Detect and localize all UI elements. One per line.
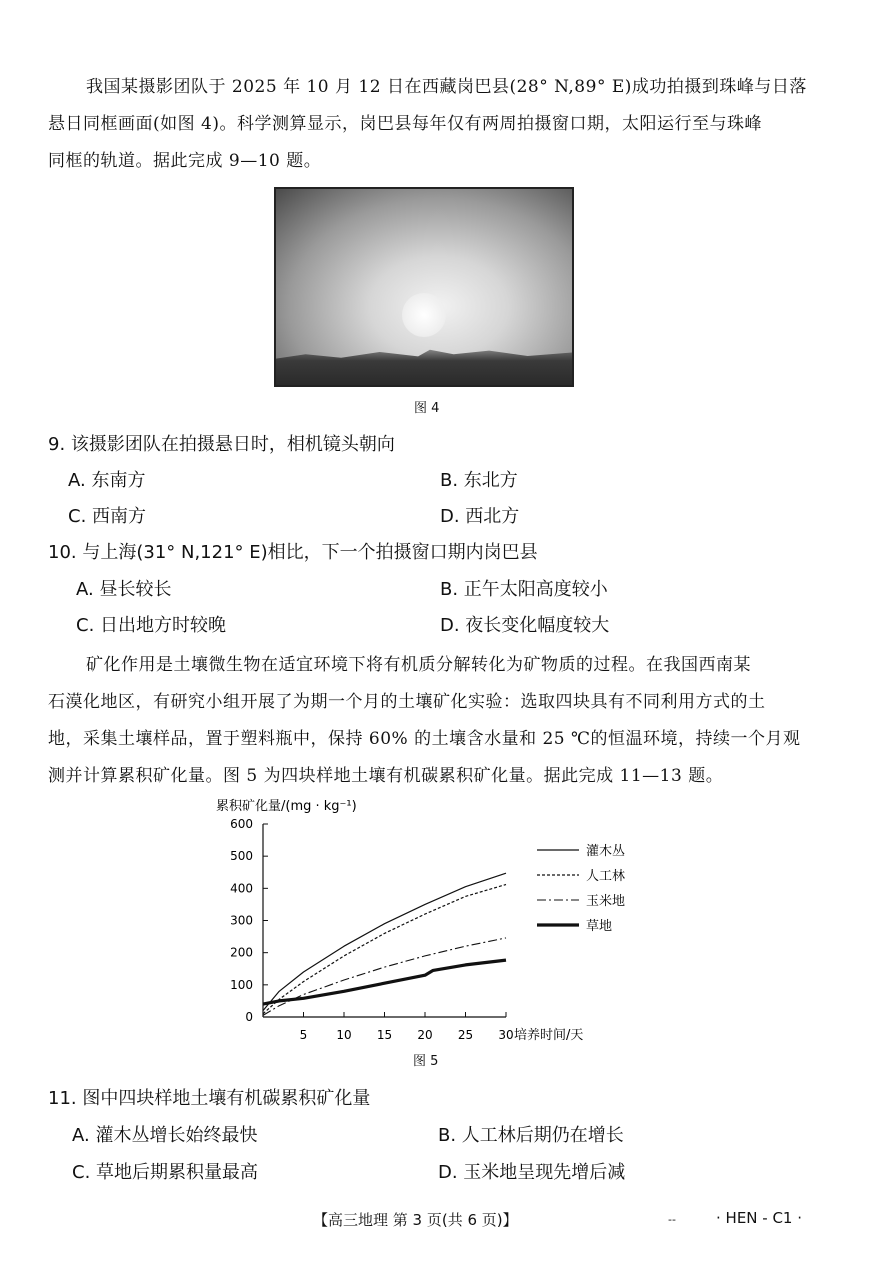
- legend-label: 草地: [586, 919, 613, 934]
- y-tick-label: 300: [230, 913, 253, 928]
- series-line-2: [263, 938, 506, 1016]
- x-tick-label: 15: [376, 1028, 393, 1042]
- passage-2: [48, 647, 828, 795]
- x-tick-label: 10: [336, 1028, 352, 1042]
- question-11-option-c[interactable]: C. 草地后期累积量最高: [72, 1162, 259, 1183]
- y-tick-label: 600: [230, 817, 253, 831]
- question-11-option-a[interactable]: A. 灌木丛增长始终最快: [72, 1125, 258, 1146]
- mountain-ridge: [276, 341, 572, 385]
- question-11-stem: 11. 图中四块样地土壤有机碳累积矿化量: [48, 1088, 371, 1109]
- footer-mark: --: [668, 1213, 676, 1226]
- figure-4-caption: 图 4: [414, 401, 440, 416]
- legend-label: 玉米地: [586, 894, 626, 909]
- legend-label: 灌木丛: [586, 844, 626, 859]
- page-footer: 【高三地理 第 3 页(共 6 页)】: [313, 1211, 518, 1229]
- chart-axes: [230, 817, 514, 1042]
- y-tick-label: 500: [230, 849, 253, 864]
- passage-line: 地，采集土壤样品，置于塑料瓶中，保持 60% 的土壤含水量和 25 ℃的恒温环境，持续一个月观: [48, 729, 801, 749]
- passage-line: 石漠化地区，有研究小组开展了为期一个月的土壤矿化实验：选取四块具有不同利用方式的土: [48, 692, 766, 712]
- series-line-1: [263, 885, 506, 1014]
- question-10-stem: 10. 与上海(31° N,121° E)相比，下一个拍摄窗口期内岗巴县: [48, 542, 538, 563]
- passage-line: 测并计算累积矿化量。图 5 为四块样地土壤有机碳累积矿化量。据此完成 11—13 题。: [48, 766, 724, 786]
- question-11-option-d[interactable]: D. 玉米地呈现先增后减: [438, 1162, 626, 1183]
- question-11-option-b[interactable]: B. 人工林后期仍在增长: [438, 1125, 624, 1146]
- y-tick-label: 400: [230, 881, 253, 896]
- x-tick-label: 20: [417, 1028, 433, 1042]
- legend-label: 人工林: [586, 869, 626, 884]
- x-tick-label: 30: [498, 1028, 514, 1042]
- passage-line: 我国某摄影团队于 2025 年 10 月 12 日在西藏岗巴县(28° N,89° E)成功拍摄到珠峰与日落: [86, 77, 807, 97]
- figure-5-caption: 图 5: [413, 1054, 439, 1069]
- passage-line: 悬日同框画面(如图 4)。科学测算显示，岗巴县每年仅有两周拍摄窗口期，太阳运行至与珠峰: [48, 114, 762, 134]
- question-9-option-d[interactable]: D. 西北方: [440, 506, 520, 527]
- sunset-everest-photo: [274, 187, 574, 387]
- question-9-option-b[interactable]: B. 东北方: [440, 470, 518, 491]
- passage-1: [48, 69, 828, 180]
- x-axis-label: 培养时间/天: [514, 1028, 584, 1043]
- mineralization-line-chart: [200, 790, 660, 1070]
- passage-line: 矿化作用是土壤微生物在适宜环境下将有机质分解转化为矿物质的过程。在我国西南某: [86, 655, 751, 675]
- question-9-option-a[interactable]: A. 东南方: [68, 470, 146, 491]
- question-10-option-c[interactable]: C. 日出地方时较晚: [76, 615, 227, 636]
- chart-legend: [537, 843, 625, 934]
- series-line-0: [263, 873, 506, 1010]
- y-tick-label: 0: [245, 1010, 253, 1024]
- chart-series-lines: [263, 873, 506, 1015]
- y-axis-label: 累积矿化量/(mg · kg⁻¹): [216, 799, 357, 814]
- x-tick-label: 25: [457, 1028, 474, 1042]
- exam-code: · HEN - C1 ·: [716, 1209, 803, 1227]
- y-tick-label: 200: [230, 945, 253, 960]
- question-9-stem: 9. 该摄影团队在拍摄悬日时，相机镜头朝向: [48, 434, 395, 455]
- question-10-option-a[interactable]: A. 昼长较长: [76, 579, 172, 600]
- question-9-option-c[interactable]: C. 西南方: [68, 506, 147, 527]
- passage-line: 同框的轨道。据此完成 9—10 题。: [48, 151, 322, 171]
- y-tick-label: 100: [230, 977, 253, 992]
- x-tick-label: 5: [299, 1028, 308, 1042]
- question-10-option-b[interactable]: B. 正午太阳高度较小: [440, 579, 608, 600]
- sun-disc: [402, 293, 446, 337]
- question-10-option-d[interactable]: D. 夜长变化幅度较大: [440, 615, 610, 636]
